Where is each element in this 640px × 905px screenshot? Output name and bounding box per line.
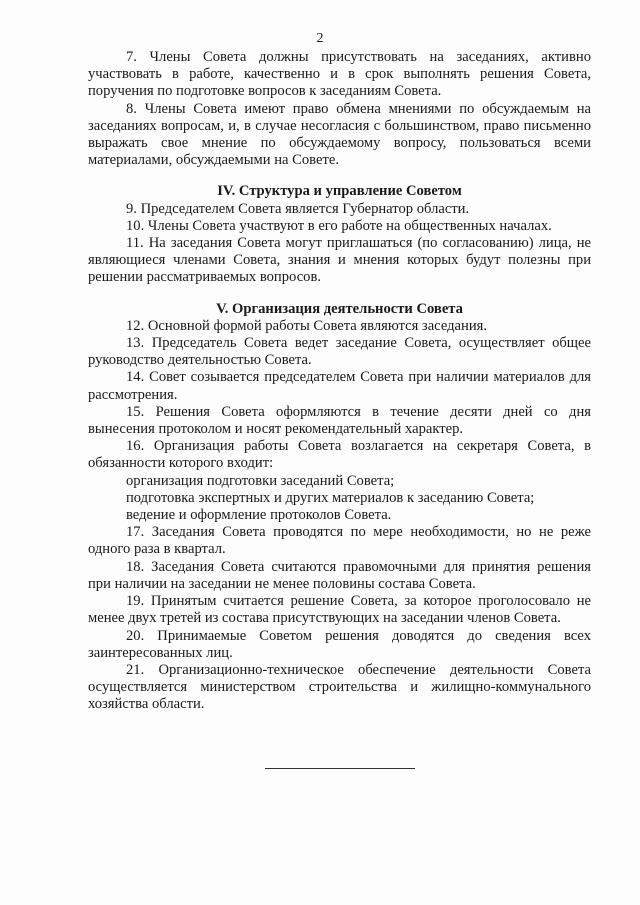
- paragraph-11: 11. На заседания Совета могут приглашаться (по согласованию) лица, не являющиеся членами Совета, знания и мнения которых будут полезны при решении рассматриваемых вопросов.: [88, 235, 591, 286]
- list-item-duty-3: ведение и оформление протоколов Совета.: [126, 507, 392, 524]
- paragraph-7: 7. Члены Совета должны присутствовать на заседаниях, активно участвовать в работе, качественно и в срок выполнять решения Совета, поручения по подготовке вопросов к заседаниям Совета.: [88, 49, 591, 100]
- paragraph-19: 19. Принятым считается решение Совета, за которое проголосовало не менее двух третей из состава присутствующих на заседании членов Совета.: [88, 593, 591, 627]
- paragraph-12: 12. Основной формой работы Совета являются заседания.: [126, 317, 487, 334]
- paragraph-20: 20. Принимаемые Советом решения доводятся до сведения всех заинтересованных лиц.: [88, 627, 591, 661]
- list-item-duty-1: организация подготовки заседаний Совета;: [126, 472, 395, 489]
- section-title-v: V. Организация деятельности Совета: [216, 300, 463, 317]
- paragraph-13: 13. Председатель Совета ведет заседание Совета, осуществляет общее руководство деятельностью Совета.: [88, 335, 591, 369]
- paragraph-21: 21. Организационно-техническое обеспечение деятельности Совета осуществляется министерством строительства и жилищно-коммунального хозяйства области.: [88, 661, 591, 713]
- document-body: [88, 49, 591, 714]
- paragraph-16: 16. Организация работы Совета возлагается на секретаря Совета, в обязанности которого входит:: [88, 438, 591, 472]
- paragraph-9: 9. Председателем Совета является Губернатор области.: [126, 200, 470, 217]
- paragraph-10: 10. Члены Совета участвуют в его работе на общественных началах.: [126, 217, 552, 234]
- page-number: 2: [316, 31, 324, 46]
- spacer: [88, 169, 591, 183]
- paragraph-17: 17. Заседания Совета проводятся по мере необходимости, но не реже одного раза в квартал.: [88, 524, 591, 558]
- spacer: [88, 287, 591, 301]
- paragraph-15: 15. Решения Совета оформляются в течение десяти дней со дня вынесения протоколом и носят рекомендательный характер.: [88, 403, 591, 438]
- list-item-duty-2: подготовка экспертных и других материалов к заседанию Совета;: [126, 489, 535, 506]
- end-separator-line: [265, 768, 415, 769]
- paragraph-18: 18. Заседания Совета считаются правомочными для принятия решения при наличии на заседании не менее половины состава Совета.: [88, 558, 591, 592]
- section-title-iv: IV. Структура и управление Советом: [217, 183, 462, 200]
- paragraph-14: 14. Совет созывается председателем Совета при наличии материалов для рассмотрения.: [88, 369, 591, 403]
- paragraph-8: 8. Члены Совета имеют право обмена мнениями по обсуждаемым на заседаниях вопросам, и, в случае несогласия с большинством, право письменно выражать свое мнение по обсуждаемому вопросу, пользоваться всеми материалами, обсуждаемыми на Совете.: [88, 100, 591, 169]
